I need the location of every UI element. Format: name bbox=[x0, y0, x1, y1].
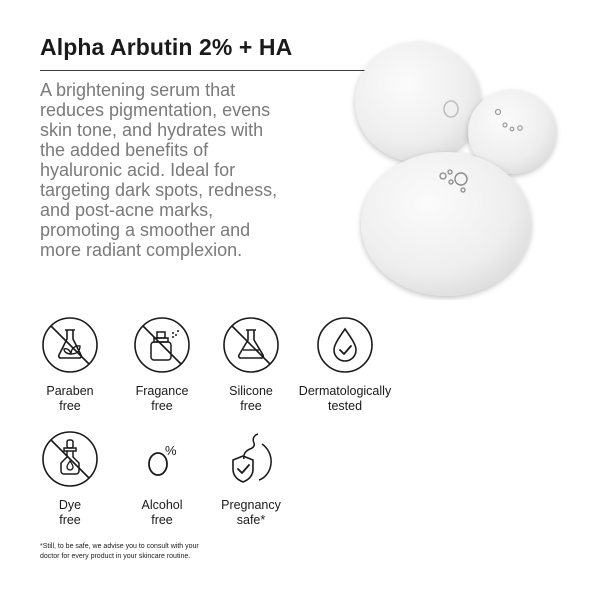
feature-label: free bbox=[59, 399, 81, 413]
feature-label: Pregnancy bbox=[221, 498, 281, 512]
product-description bbox=[40, 80, 340, 260]
description-line: the added benefits of bbox=[40, 140, 209, 160]
feature-dye-free bbox=[20, 430, 120, 528]
feature-label: Silicone bbox=[229, 384, 273, 398]
feature-fragance-free bbox=[112, 316, 212, 414]
feature-label: safe* bbox=[236, 513, 266, 527]
description-line: and post-acne marks, bbox=[40, 200, 214, 220]
description-line: more radiant complexion. bbox=[40, 240, 243, 260]
feature-label: Dermatologically bbox=[298, 384, 392, 398]
serum-drop-large-bottom bbox=[361, 152, 531, 296]
feature-alcohol-free bbox=[112, 430, 212, 528]
footnote-line: *Still, to be safe, we advise you to consult with your bbox=[40, 543, 199, 550]
feature-dermatologically-tested bbox=[295, 316, 395, 414]
feature-label: free bbox=[151, 399, 173, 413]
dropper-crossed-icon bbox=[41, 430, 99, 488]
flask-crossed-icon bbox=[222, 316, 280, 374]
spray-bottle-crossed-icon bbox=[133, 316, 191, 374]
footnote-line: doctor for every product in your skincare routine. bbox=[40, 553, 191, 560]
feature-label: Fragance bbox=[135, 384, 189, 398]
flask-leaf-crossed-icon bbox=[41, 316, 99, 374]
feature-paraben-free bbox=[20, 316, 120, 414]
description-line: reduces pigmentation, evens bbox=[40, 100, 271, 120]
svg-text:%: % bbox=[165, 443, 177, 458]
serum-drops-image bbox=[350, 30, 600, 300]
pregnant-shield-check-icon bbox=[222, 430, 280, 488]
feature-silicone-free bbox=[201, 316, 301, 414]
feature-label: Dye bbox=[58, 498, 82, 512]
feature-label: free bbox=[151, 513, 173, 527]
description-line: promoting a smoother and bbox=[40, 220, 251, 240]
product-title: Alpha Arbutin 2% + HA bbox=[40, 34, 293, 60]
feature-label: Paraben bbox=[46, 384, 94, 398]
feature-label: Alcohol bbox=[141, 498, 183, 512]
description-line: targeting dark spots, redness, bbox=[40, 180, 278, 200]
feature-label: free bbox=[240, 399, 262, 413]
percent-icon bbox=[133, 430, 191, 488]
feature-label: tested bbox=[327, 399, 363, 413]
feature-label: free bbox=[59, 513, 81, 527]
feature-pregnancy-safe bbox=[201, 430, 301, 528]
serum-drop-large-top bbox=[355, 42, 481, 162]
footnote bbox=[40, 542, 260, 562]
title-divider-line bbox=[40, 70, 402, 71]
droplet-check-icon bbox=[316, 316, 374, 374]
description-line: A brightening serum that bbox=[40, 80, 236, 100]
description-line: hyaluronic acid. Ideal for bbox=[40, 160, 236, 180]
description-line: skin tone, and hydrates with bbox=[40, 120, 264, 140]
